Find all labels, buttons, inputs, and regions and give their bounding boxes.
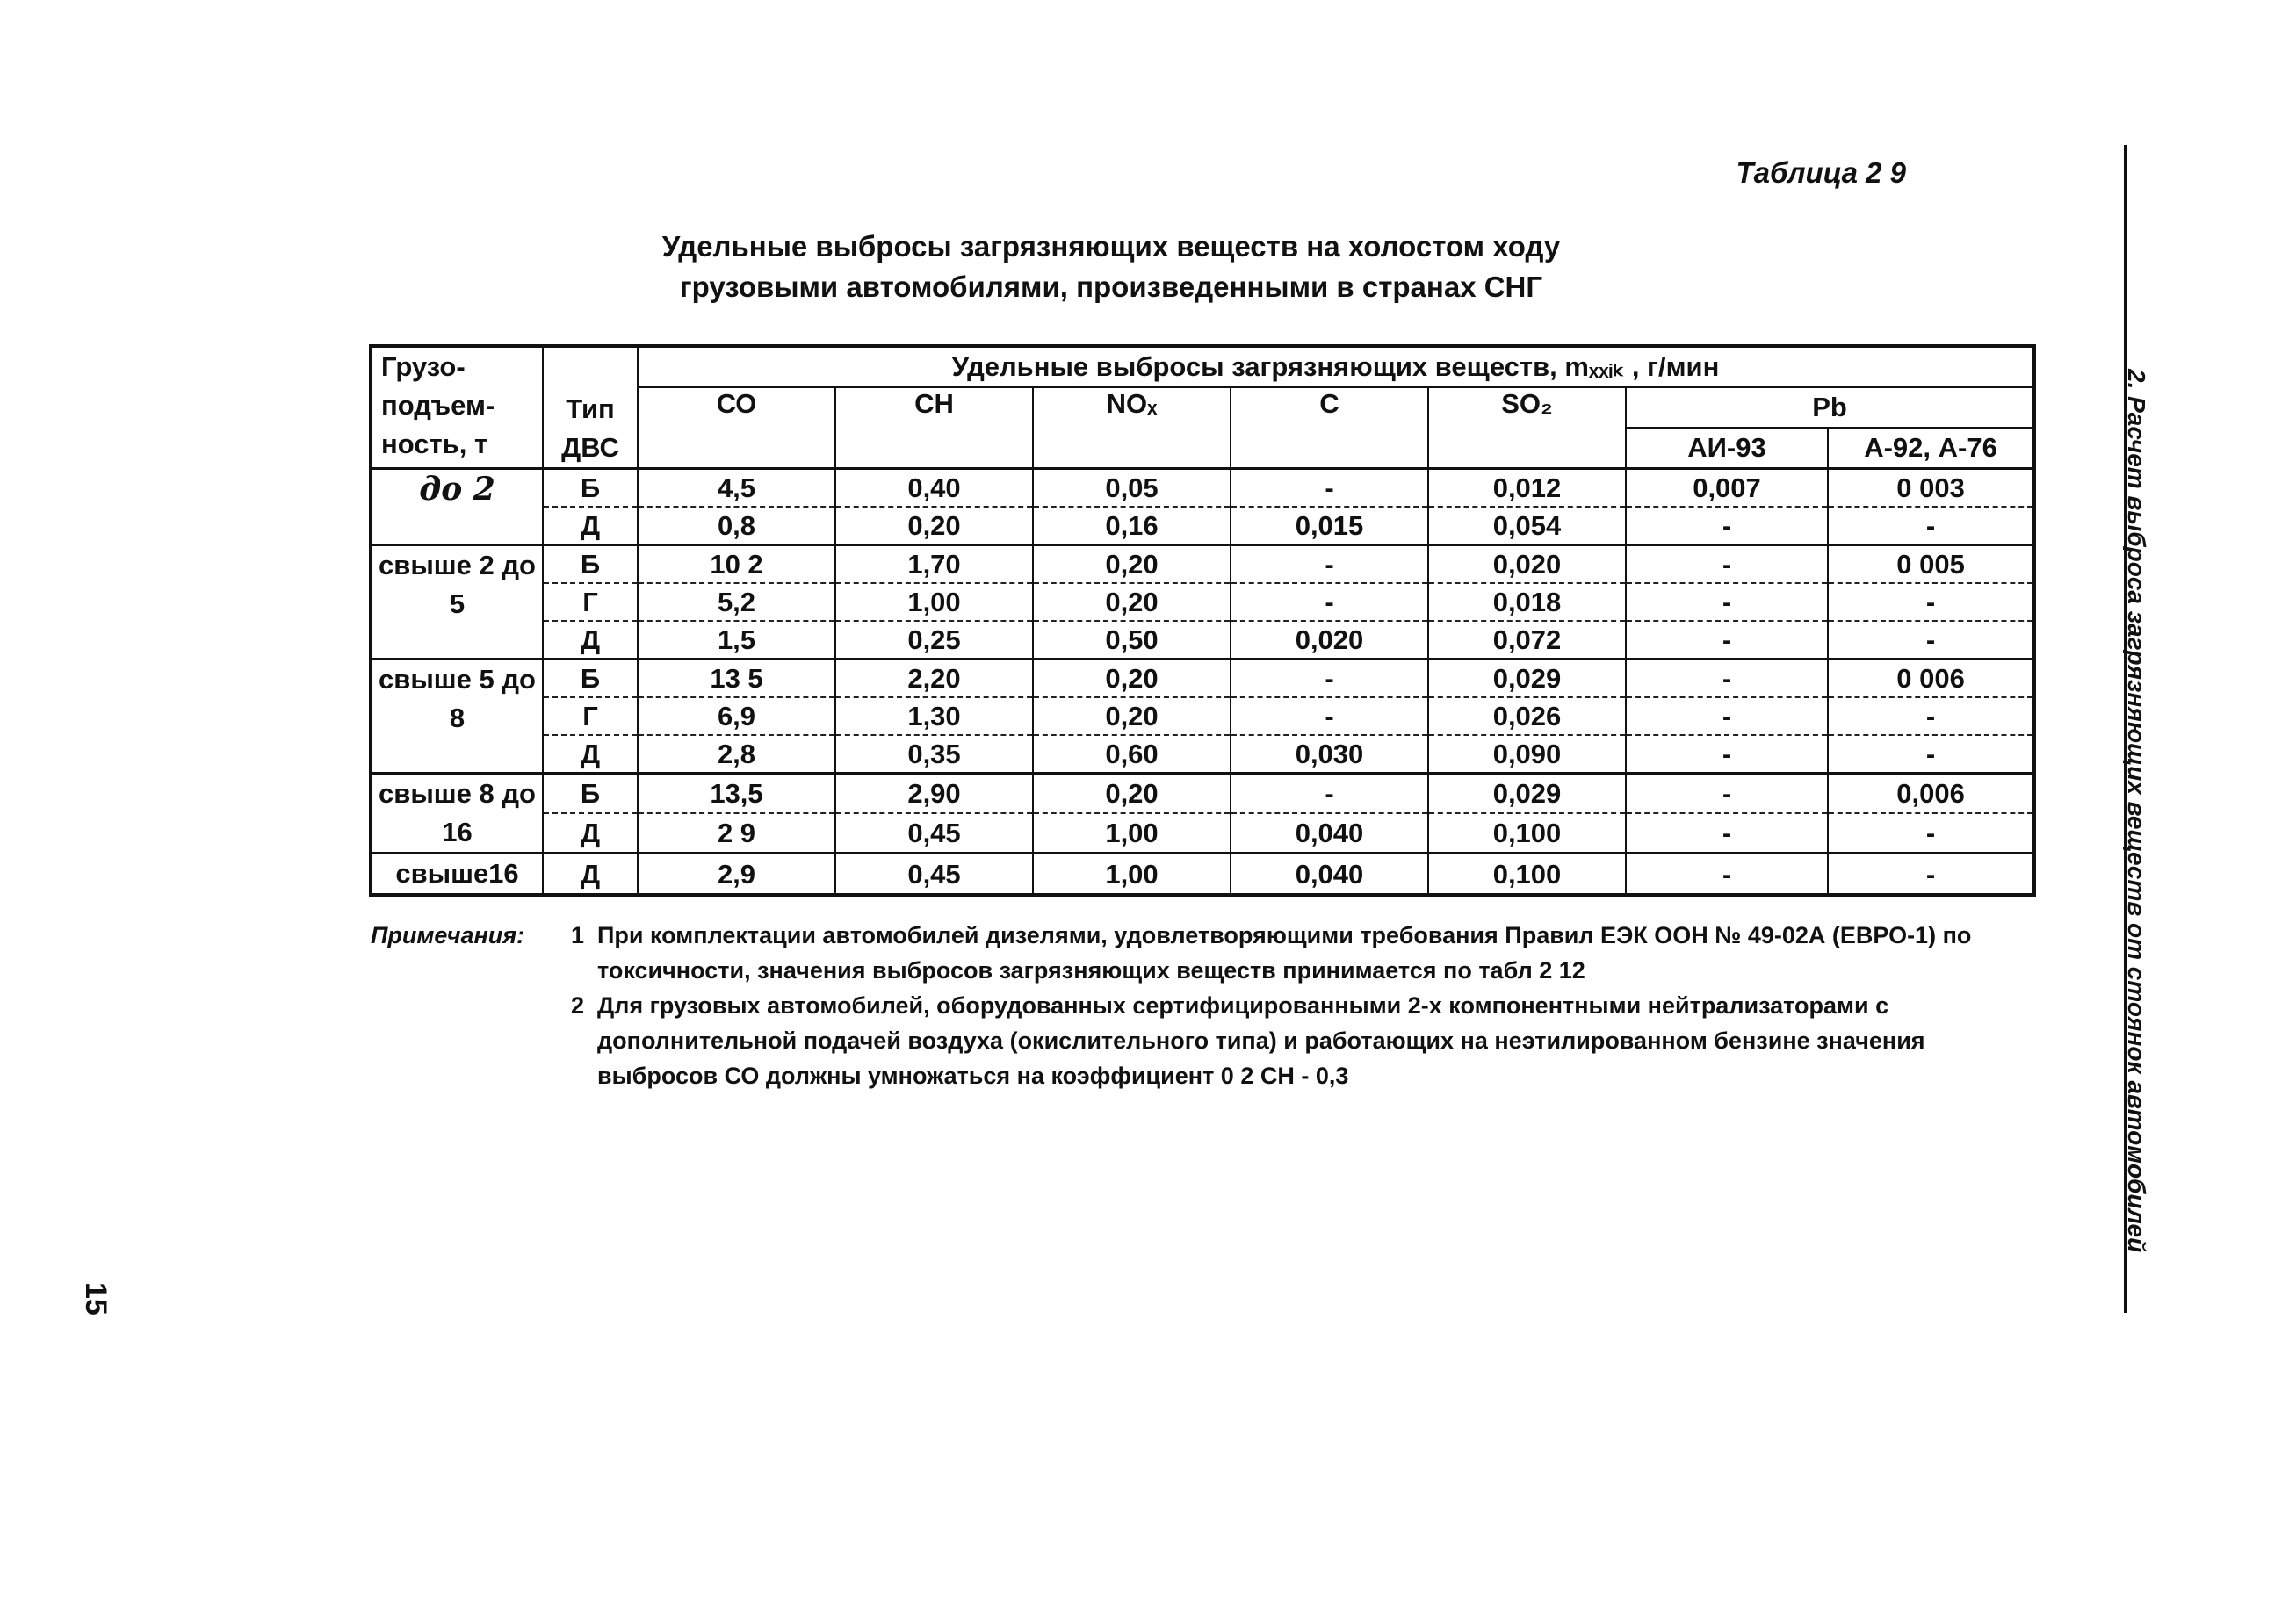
ai93-cell: - [1626, 621, 1828, 660]
ai93-cell: - [1626, 735, 1828, 774]
ch-cell: 2,20 [835, 660, 1033, 698]
nox-cell: 0,20 [1033, 774, 1231, 814]
co-cell: 4,5 [638, 469, 835, 508]
a92-cell: - [1828, 735, 2034, 774]
ch-cell: 0,20 [835, 507, 1033, 545]
so2-cell: 0,026 [1428, 697, 1626, 735]
co-cell: 13,5 [638, 774, 835, 814]
table-row [371, 660, 2034, 698]
engine-type-cell: Д [543, 813, 638, 854]
capacity-cell: до 2 [371, 469, 543, 545]
header-so2: SO₂ [1428, 387, 1626, 469]
a92-cell: 0 003 [1828, 469, 2034, 508]
so2-cell: 0,100 [1428, 854, 1626, 896]
table-title [615, 227, 1607, 307]
table-row [371, 507, 2034, 545]
note-2-number: 2 [571, 992, 585, 1019]
so2-cell: 0,054 [1428, 507, 1626, 545]
c-cell: - [1231, 583, 1428, 621]
ch-cell: 0,40 [835, 469, 1033, 508]
table-row [371, 854, 2034, 896]
ai93-cell: - [1626, 545, 1828, 584]
ai93-cell: - [1626, 813, 1828, 854]
nox-cell: 0,20 [1033, 660, 1231, 698]
c-cell: 0,040 [1231, 813, 1428, 854]
engine-type-cell: Г [543, 697, 638, 735]
a92-cell: - [1828, 854, 2034, 896]
header-engine-line-1: Тип [566, 393, 615, 424]
capacity-cell: свыше 2 до 5 [371, 545, 543, 660]
c-cell: 0,015 [1231, 507, 1428, 545]
engine-type-cell: Б [543, 545, 638, 584]
header-engine-type [543, 346, 638, 469]
co-cell: 10 2 [638, 545, 835, 584]
ai93-cell: - [1626, 507, 1828, 545]
engine-type-cell: Д [543, 854, 638, 896]
co-cell: 2 9 [638, 813, 835, 854]
nox-cell: 0,20 [1033, 583, 1231, 621]
c-cell: 0,020 [1231, 621, 1428, 660]
a92-cell: - [1828, 621, 2034, 660]
a92-cell: - [1828, 583, 2034, 621]
ai93-cell: 0,007 [1626, 469, 1828, 508]
header-capacity-line-2: подъем- [381, 390, 495, 421]
header-capacity-line-3: ность, т [381, 429, 488, 459]
side-running-header: 2. Расчет выброса загрязняющих веществ от стоянок автомобилей [2123, 369, 2150, 1253]
note-2 [571, 988, 2038, 1093]
ch-cell: 1,00 [835, 583, 1033, 621]
table-number: Таблица 2 9 [1736, 156, 1906, 189]
c-cell: - [1231, 660, 1428, 698]
so2-cell: 0,029 [1428, 774, 1626, 814]
title-line-1: Удельные выбросы загрязняющих веществ на холостом ходу [661, 230, 1561, 263]
c-cell: - [1231, 774, 1428, 814]
a92-cell: - [1828, 813, 2034, 854]
co-cell: 6,9 [638, 697, 835, 735]
ch-cell: 0,35 [835, 735, 1033, 774]
c-cell: - [1231, 469, 1428, 508]
table-body [371, 469, 2034, 896]
a92-cell: - [1828, 507, 2034, 545]
table-row [371, 735, 2034, 774]
header-capacity-line-1: Грузо- [381, 351, 466, 382]
header-c: С [1231, 387, 1428, 469]
engine-type-cell: Б [543, 660, 638, 698]
so2-cell: 0,018 [1428, 583, 1626, 621]
co-cell: 13 5 [638, 660, 835, 698]
nox-cell: 0,05 [1033, 469, 1231, 508]
so2-cell: 0,072 [1428, 621, 1626, 660]
a92-cell: 0,006 [1828, 774, 2034, 814]
co-cell: 5,2 [638, 583, 835, 621]
note-1-number: 1 [571, 922, 585, 948]
nox-cell: 1,00 [1033, 813, 1231, 854]
capacity-cell: свыше16 [371, 854, 543, 896]
co-cell: 1,5 [638, 621, 835, 660]
ch-cell: 1,30 [835, 697, 1033, 735]
so2-cell: 0,029 [1428, 660, 1626, 698]
c-cell: 0,040 [1231, 854, 1428, 896]
ai93-cell: - [1626, 697, 1828, 735]
ai93-cell: - [1626, 583, 1828, 621]
header-ai93: АИ-93 [1626, 428, 1828, 469]
note-1 [571, 918, 2038, 988]
a92-cell: 0 006 [1828, 660, 2034, 698]
nox-cell: 0,20 [1033, 697, 1231, 735]
a92-cell: - [1828, 697, 2034, 735]
ch-cell: 1,70 [835, 545, 1033, 584]
emissions-table [369, 344, 2036, 897]
ch-cell: 0,45 [835, 854, 1033, 896]
so2-cell: 0,012 [1428, 469, 1626, 508]
table-row [371, 774, 2034, 814]
ai93-cell: - [1626, 774, 1828, 814]
engine-type-cell: Б [543, 469, 638, 508]
header-co: СО [638, 387, 835, 469]
capacity-cell: свыше 8 до 16 [371, 774, 543, 854]
nox-cell: 0,16 [1033, 507, 1231, 545]
capacity-cell: свыше 5 до 8 [371, 660, 543, 774]
engine-type-cell: Д [543, 507, 638, 545]
header-pb: Pb [1626, 387, 2034, 428]
c-cell: - [1231, 545, 1428, 584]
note-1-text: При комплектации автомобилей дизелями, удовлетворяющими требования Правил ЕЭК ООН № 49-02А (ЕВРО-1) по токсичности, значения выбросов загрязняющих веществ принимается по табл 2 12 [597, 922, 1972, 984]
page-number: 15 [79, 1282, 112, 1316]
engine-type-cell: Г [543, 583, 638, 621]
engine-type-cell: Д [543, 735, 638, 774]
table-row [371, 545, 2034, 584]
table-row [371, 697, 2034, 735]
co-cell: 2,9 [638, 854, 835, 896]
table-row [371, 813, 2034, 854]
notes-label: Примечания: [371, 922, 525, 948]
so2-cell: 0,020 [1428, 545, 1626, 584]
nox-cell: 0,50 [1033, 621, 1231, 660]
co-cell: 0,8 [638, 507, 835, 545]
so2-cell: 0,100 [1428, 813, 1626, 854]
nox-cell: 0,20 [1033, 545, 1231, 584]
c-cell: 0,030 [1231, 735, 1428, 774]
nox-cell: 0,60 [1033, 735, 1231, 774]
header-ch: СН [835, 387, 1033, 469]
header-engine-line-2: ДВС [561, 432, 619, 463]
ch-cell: 0,25 [835, 621, 1033, 660]
table-row [371, 583, 2034, 621]
nox-cell: 1,00 [1033, 854, 1231, 896]
table-row [371, 469, 2034, 508]
title-line-2: грузовыми автомобилями, произведенными в странах СНГ [679, 270, 1543, 303]
a92-cell: 0 005 [1828, 545, 2034, 584]
ch-cell: 0,45 [835, 813, 1033, 854]
table-row [371, 621, 2034, 660]
ch-cell: 2,90 [835, 774, 1033, 814]
ai93-cell: - [1626, 660, 1828, 698]
co-cell: 2,8 [638, 735, 835, 774]
c-cell: - [1231, 697, 1428, 735]
note-2-text: Для грузовых автомобилей, оборудованных сертифицированными 2-х компонентными нейтрализаторами с дополнительной подачей воздуха (окислительного типа) и работающих на неэтилированном бензине значения выбросов СО должны умножаться на коэффициент 0 2 СН - 0,3 [597, 992, 1925, 1089]
ai93-cell: - [1626, 854, 1828, 896]
engine-type-cell: Д [543, 621, 638, 660]
header-capacity [371, 346, 543, 469]
header-a92: А-92, А-76 [1828, 428, 2034, 469]
so2-cell: 0,090 [1428, 735, 1626, 774]
header-emissions: Удельные выбросы загрязняющих веществ, mₓₓᵢₖ , г/мин [638, 346, 2034, 387]
header-nox: NOₓ [1033, 387, 1231, 469]
engine-type-cell: Б [543, 774, 638, 814]
